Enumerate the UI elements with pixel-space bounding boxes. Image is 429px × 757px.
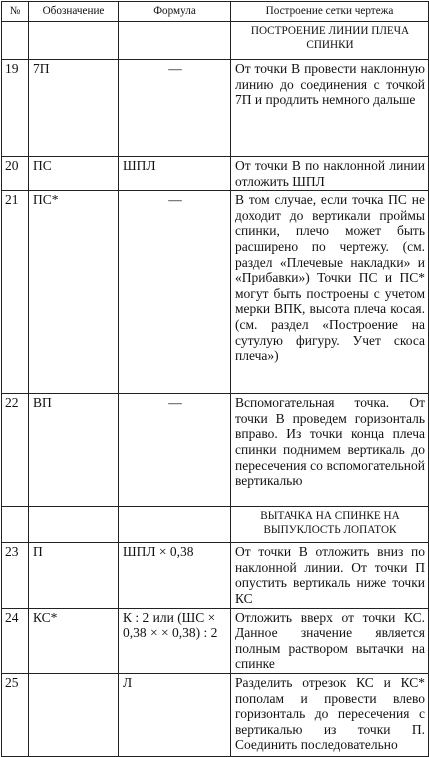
section-empty-cell <box>2 507 29 543</box>
table-row <box>2 60 429 157</box>
row-number: 25 <box>2 673 29 756</box>
header-formula: Формула <box>119 2 231 22</box>
section-empty-cell <box>29 22 119 60</box>
row-formula: Л <box>119 673 231 756</box>
row-construction: В том случае, если точка ПС не доходит до вертикали проймы спинки, плечо может быть расширено по чертежу. (см. раздел «Плечевые накладки» и «Прибавки») Точки ПС и ПС* могут быть построены с учетом мерки ВПК, высота плеча косая. (см. раздел «Построение на сутулую фигуру. Учет скоса плеча») <box>231 191 429 394</box>
drafting-table <box>1 1 429 757</box>
table-header-row <box>2 2 429 22</box>
row-formula: — <box>119 394 231 507</box>
table-row <box>2 191 429 394</box>
row-formula: ШПЛ × 0,38 <box>119 543 231 608</box>
row-construction: Отложить вверх от точки КС. Данное значение является полным раствором вытачки на спинке <box>231 608 429 673</box>
header-number: № <box>2 2 29 22</box>
section-title: ВЫТАЧКА НА СПИНКЕ НА ВЫПУКЛОСТЬ ЛОПАТОК <box>231 507 429 543</box>
row-designation: 7П <box>29 60 119 157</box>
row-number: 19 <box>2 60 29 157</box>
row-construction: Разделить отрезок КС и КС* пополам и провести влево горизонталь до пересечения с вертикалью из точки П. Соединить последовательно <box>231 673 429 756</box>
section-title: ПОСТРОЕНИЕ ЛИНИИ ПЛЕЧА СПИНКИ <box>231 22 429 60</box>
row-formula: — <box>119 60 231 157</box>
section-row-dart <box>2 507 429 543</box>
row-construction: От точки В провести наклонную линию до соединения с точкой 7П и продлить немного дальше <box>231 60 429 157</box>
row-formula: — <box>119 191 231 394</box>
row-construction: От точки В отложить вниз по наклонной линии. От точки П опустить вертикаль ниже точки КС <box>231 543 429 608</box>
row-designation <box>29 673 119 756</box>
table-row <box>2 157 429 191</box>
row-number: 23 <box>2 543 29 608</box>
row-designation: КС* <box>29 608 119 673</box>
row-construction: Вспомогательная точка. От точки В проведем горизонталь вправо. Из точки конца плеча спинки поднимем вертикаль до пересечения со вспомогательной вертикалью <box>231 394 429 507</box>
table-row <box>2 608 429 673</box>
row-construction: От точки В по наклонной линии отложить ШПЛ <box>231 157 429 191</box>
row-designation: ПС* <box>29 191 119 394</box>
section-row-shoulder-line <box>2 22 429 60</box>
header-construction: Построение сетки чертежа <box>231 2 429 22</box>
row-designation: ВП <box>29 394 119 507</box>
row-number: 24 <box>2 608 29 673</box>
row-number: 21 <box>2 191 29 394</box>
section-empty-cell <box>119 22 231 60</box>
table-row <box>2 543 429 608</box>
row-designation: ПС <box>29 157 119 191</box>
table-row <box>2 394 429 507</box>
section-empty-cell <box>2 22 29 60</box>
row-designation: П <box>29 543 119 608</box>
section-empty-cell <box>119 507 231 543</box>
table-row <box>2 673 429 756</box>
row-number: 22 <box>2 394 29 507</box>
row-formula: ШПЛ <box>119 157 231 191</box>
row-number: 20 <box>2 157 29 191</box>
header-designation: Обозначение <box>29 2 119 22</box>
section-empty-cell <box>29 507 119 543</box>
row-formula: К : 2 или (ШС × 0,38 × × 0,38) : 2 <box>119 608 231 673</box>
